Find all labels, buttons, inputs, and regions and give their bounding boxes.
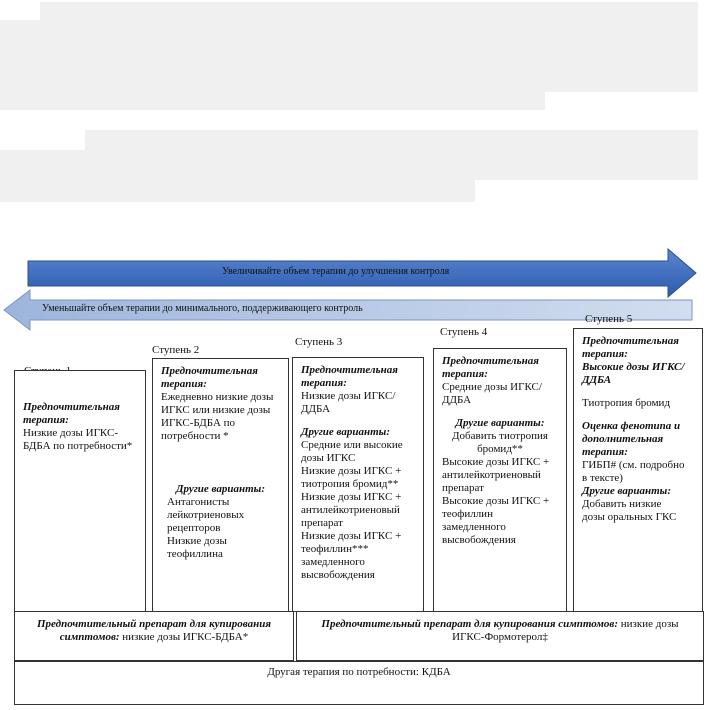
step-3-preferred-text: Низкие дозы ИГКС/ДДБА (301, 390, 396, 415)
step-4-preferred-heading: Предпочтительная терапия: (442, 355, 539, 380)
redacted-block-1 (40, 2, 698, 22)
redacted-block-3 (0, 90, 545, 110)
step-2-other-line: Антагонисты (167, 496, 230, 508)
step-2-other-heading: Другие варианты: (176, 483, 265, 495)
step-4-other-line: теофиллин (442, 508, 493, 520)
step-3-other-line: Низкие дозы ИГКС + (301, 530, 402, 542)
step-4-other-heading: Другие варианты: (455, 417, 545, 429)
step-2-other-line: теофиллина (167, 548, 223, 560)
step-4-other-line: антилейкотриеновый (442, 469, 541, 481)
step-2-other-line: лейкотриеновых (167, 509, 245, 521)
reliever-right-box (296, 611, 704, 661)
step-3-other-line: Низкие дозы ИГКС + (301, 491, 402, 503)
reliever-right-heading: Предпочтительный препарат для купирования симптомов: (321, 618, 618, 630)
redacted-block-5 (0, 150, 698, 180)
redacted-block-4 (85, 130, 698, 152)
step-2-other-line: рецепторов (167, 522, 221, 534)
step-2-label: Ступень 2 (152, 344, 200, 356)
step-5-box (573, 328, 703, 612)
increase-arrow-label: Увеличивайте объем терапии до улучшения контроля (222, 266, 450, 277)
reliever-left-box (14, 611, 294, 661)
step-3-other-line: теофиллин*** (301, 543, 369, 555)
step-3-other-line: антилейкотриеновый (301, 504, 400, 516)
step-3-other-line: Низкие дозы ИГКС + (301, 465, 402, 477)
step-1-preferred-text: Низкие дозы ИГКС-БДБА по потребности* (23, 427, 133, 452)
step-3-other-line: высвобождения (301, 569, 375, 581)
step-3-preferred-heading: Предпочтительная терапия: (301, 364, 398, 389)
step-4-other-line: препарат (442, 482, 484, 494)
step-2-preferred-text: Ежедневно низкие дозы ИГКС или низкие дозы ИГКС-БДБА по потребности * (161, 391, 274, 442)
step-5-other-line: дозы оральных ГКС (582, 511, 677, 523)
step-3-other-line: дозы ИГКС (301, 452, 356, 464)
step-5-phenotype-line: в тексте) (582, 472, 623, 484)
step-5-other-heading: Другие варианты: (582, 485, 671, 497)
step-4-other-line: Высокие дозы ИГКС + (442, 495, 550, 507)
step-5-label: Ступень 5 (585, 313, 633, 325)
step-4-other-line: высвобождения (442, 534, 516, 546)
step-4-other-line: замедленного (442, 521, 506, 533)
step-1-preferred-heading: Предпочтительная терапия: (23, 401, 120, 426)
decrease-arrow-label: Уменьшайте объем терапии до минимального, поддерживающего контроль (42, 303, 363, 314)
step-2-preferred-heading: Предпочтительная терапия: (161, 365, 258, 390)
other-therapy-text: Другая терапия по потребности: КДБА (267, 666, 451, 678)
other-therapy-box (14, 661, 704, 705)
step-5-phenotype-heading: Оценка фенотипа и дополнительная терапия: (582, 420, 681, 458)
step-4-other-line: Высокие дозы ИГКС + (442, 456, 550, 468)
step-5-preferred-text: Тиотропия бромид (582, 397, 671, 409)
step-3-other-heading: Другие варианты: (301, 426, 390, 438)
step-5-preferred-heading: Предпочтительная терапия: (582, 335, 679, 360)
reliever-left-heading: Предпочтительный препарат для купирования симптомов: (36, 618, 272, 643)
step-2-other-line: Низкие дозы (167, 535, 227, 547)
step-3-other-line: замедленного (301, 556, 365, 568)
step-4-other-first: бромид** (477, 443, 523, 455)
step-3-other-line: тиотропия бромид** (301, 478, 399, 490)
step-3-label: Ступень 3 (295, 336, 343, 348)
step-5-preferred-bold: Высокие дозы ИГКС/ДДБА (582, 361, 685, 386)
step-5-phenotype-line: ГИБП# (см. подробно (582, 459, 685, 471)
step-3-box (292, 357, 424, 612)
reliever-left-text: низкие дозы ИГКС-БДБА* (122, 631, 249, 643)
step-4-preferred-text: Средние дозы ИГКС/ДДБА (442, 381, 542, 406)
redacted-block-6 (0, 178, 475, 202)
step-1-box (14, 370, 146, 612)
step-4-label: Ступень 4 (440, 326, 488, 338)
step-3-other-line: Средние или высокие (301, 439, 403, 451)
step-5-other-line: Добавить низкие (582, 498, 662, 510)
step-4-box (433, 348, 567, 612)
reliever-right-text: низкие дозы ИГКС-Формотерол‡ (452, 618, 679, 643)
step-2-box (152, 358, 289, 612)
step-3-other-line: препарат (301, 517, 343, 529)
step-4-other-first: Добавить тиотропия (452, 430, 548, 442)
redacted-block-2 (0, 20, 698, 92)
